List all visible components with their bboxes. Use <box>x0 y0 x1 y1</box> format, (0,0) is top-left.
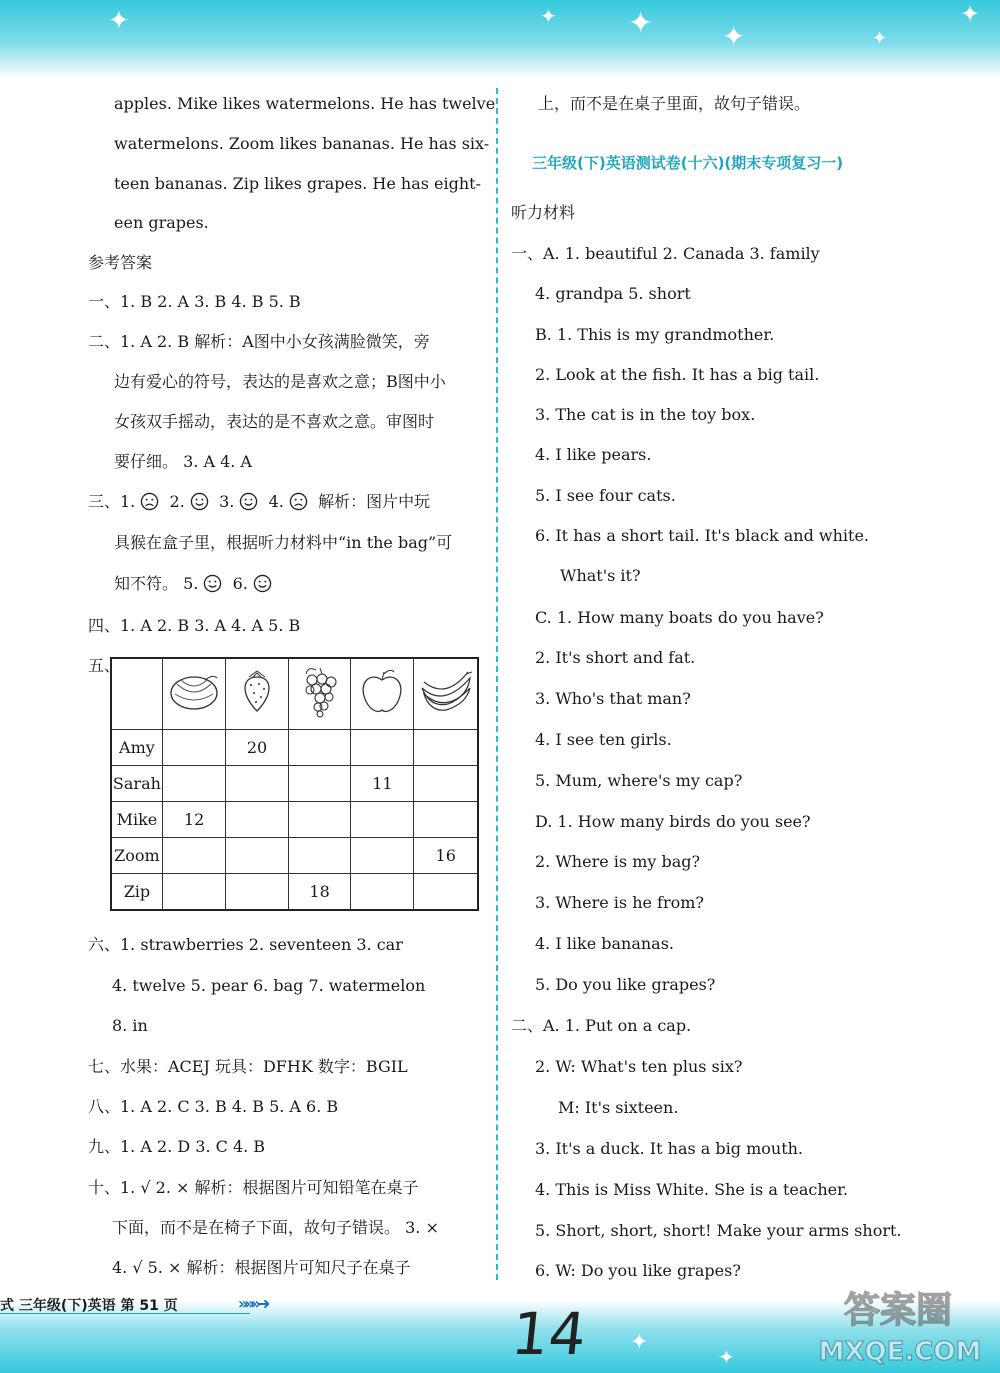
answers-title: 参考答案 <box>88 253 153 272</box>
listening-line: 3. It's a duck. It has a big mouth. <box>535 1139 804 1158</box>
table-row <box>111 730 478 766</box>
listening-line: 2. W: What's ten plus six? <box>535 1057 743 1076</box>
listening-line: What's it? <box>560 566 641 585</box>
answer-q4: 四、1. A 2. B 3. A 4. A 5. B <box>88 616 301 635</box>
top-decorative-band <box>0 0 1000 78</box>
table-cell <box>351 730 414 766</box>
fruit-header-row <box>111 658 478 730</box>
answer-q2-line: 边有爱心的符号，表达的是喜欢之意；B图中小 <box>114 372 446 391</box>
row-name-cell: Sarah <box>111 766 162 802</box>
grapes-icon <box>288 658 351 730</box>
table-row <box>111 838 478 874</box>
table-cell <box>414 766 478 802</box>
table-row <box>111 874 478 911</box>
column-divider <box>496 88 498 1280</box>
happy-face-icon <box>253 574 272 593</box>
q3-number: 3. <box>219 492 235 511</box>
listening-line: 5. Mum, where's my cap? <box>535 771 743 790</box>
table-cell: 12 <box>162 802 225 838</box>
table-cell <box>162 838 225 874</box>
listening-title: 听力材料 <box>511 203 576 222</box>
table-cell <box>288 838 351 874</box>
table-row <box>111 766 478 802</box>
listening-line: 5. Do you like grapes? <box>535 975 716 994</box>
table-cell <box>226 766 289 802</box>
fruit-count-table <box>110 657 479 911</box>
listening-line: 3. Where is he from? <box>535 893 704 912</box>
intro-line: apples. Mike likes watermelons. He has twelve <box>114 94 496 113</box>
table-cell <box>162 874 225 911</box>
table-cell <box>351 838 414 874</box>
banana-icon <box>414 658 478 730</box>
answer-q3-line: 具猴在盒子里，根据听力材料中“in the bag”可 <box>114 533 453 552</box>
listening-line: 2. Where is my bag? <box>535 852 701 871</box>
arrows-icon: »»»➜ <box>238 1294 267 1313</box>
q3-text: 知不符。 5. <box>114 574 199 593</box>
listening-line: 4. I like pears. <box>535 445 652 464</box>
table-cell <box>351 802 414 838</box>
sparkle-icon: ✦ <box>630 1330 649 1355</box>
answer-q2-line: 要仔细。 3. A 4. A <box>114 452 252 471</box>
happy-face-icon <box>239 492 258 511</box>
listening-line: C. 1. How many boats do you have? <box>535 608 824 627</box>
sparkle-icon: ✦ <box>718 1345 735 1369</box>
answer-q2-line: 女孩双手摇动，表达的是不喜欢之意。审图时 <box>114 412 435 431</box>
listening-line: 4. This is Miss White. She is a teacher. <box>535 1180 849 1199</box>
listening-line: 6. W: Do you like grapes? <box>535 1261 741 1280</box>
sad-face-icon <box>289 492 308 511</box>
listening-line: 4. grandpa 5. short <box>535 284 691 303</box>
q3-number: 2. <box>169 492 185 511</box>
row-name-cell: Mike <box>111 802 162 838</box>
row-name-cell: Amy <box>111 730 162 766</box>
sparkle-icon: ✦ <box>722 20 746 53</box>
listening-line: 5. I see four cats. <box>535 486 676 505</box>
table-cell: 11 <box>351 766 414 802</box>
listening-line: 4. I see ten girls. <box>535 730 672 749</box>
q3-analysis: 解析：图片中玩 <box>318 492 431 511</box>
answer-q1: 一、1. B 2. A 3. B 4. B 5. B <box>88 292 301 311</box>
intro-line: teen bananas. Zip likes grapes. He has eight- <box>114 174 482 193</box>
listening-line: M: It's sixteen. <box>558 1098 679 1117</box>
listening-line: B. 1. This is my grandmother. <box>535 325 775 344</box>
watermark-top-text: 答案圈 <box>843 1290 953 1331</box>
table-cell <box>414 730 478 766</box>
answer-q6-line: 8. in <box>112 1016 148 1035</box>
answer-q3-line <box>88 492 430 512</box>
listening-line: 二、A. 1. Put on a cap. <box>511 1016 692 1035</box>
table-cell <box>226 874 289 911</box>
table-corner-cell <box>111 658 162 730</box>
happy-face-icon <box>190 492 209 511</box>
listening-line: 5. Short, short, short! Make your arms short. <box>535 1221 902 1240</box>
answer-q7: 七、水果：ACEJ 玩具：DFHK 数字：BGIL <box>88 1057 408 1076</box>
intro-line: een grapes. <box>114 213 209 232</box>
strawberry-icon <box>226 658 289 730</box>
sparkle-icon: ✦ <box>628 6 654 41</box>
listening-line: 6. It has a short tail. It's black and white. <box>535 526 869 545</box>
answer-q2-line: 二、1. A 2. B 解析：A图中小女孩满脸微笑，旁 <box>88 332 430 351</box>
answer-q3-line <box>114 574 272 594</box>
answer-q6-line: 4. twelve 5. pear 6. bag 7. watermelon <box>112 976 426 995</box>
table-cell <box>288 730 351 766</box>
answer-q10-line: 十、1. √ 2. × 解析：根据图片可知铅笔在桌子 <box>88 1178 419 1197</box>
footer-rule <box>0 1313 250 1314</box>
answer-q9: 九、1. A 2. D 3. C 4. B <box>88 1137 266 1156</box>
sad-face-icon <box>140 492 159 511</box>
table-row <box>111 802 478 838</box>
table-cell <box>226 838 289 874</box>
table-cell: 20 <box>226 730 289 766</box>
listening-line: 4. I like bananas. <box>535 934 675 953</box>
continued-line: 上，而不是在桌子里面，故句子错误。 <box>538 94 811 113</box>
listening-line: 2. It's short and fat. <box>535 648 696 667</box>
test-heading: 三年级(下)英语测试卷(十六)(期末专项复习一) <box>532 154 844 172</box>
answer-q5-label: 五、 <box>88 656 121 675</box>
listening-line: 一、A. 1. beautiful 2. Canada 3. family <box>511 244 820 263</box>
answer-q10-line: 4. √ 5. × 解析：根据图片可知尺子在桌子 <box>112 1258 411 1277</box>
handwritten-page-number: 14 <box>508 1300 590 1368</box>
sparkle-icon: ✦ <box>108 6 130 36</box>
listening-line: 3. The cat is in the toy box. <box>535 405 756 424</box>
listening-line: D. 1. How many birds do you see? <box>535 812 811 831</box>
table-cell: 18 <box>288 874 351 911</box>
answer-q6-line: 六、1. strawberries 2. seventeen 3. car <box>88 935 403 954</box>
q3-prefix: 三、1. <box>88 492 136 511</box>
answer-q8: 八、1. A 2. C 3. B 4. B 5. A 6. B <box>88 1097 339 1116</box>
watermark-bottom-text: MXQE.COM <box>818 1337 982 1367</box>
table-cell <box>162 766 225 802</box>
table-cell <box>351 874 414 911</box>
row-name-cell: Zip <box>111 874 162 911</box>
happy-face-icon <box>203 574 222 593</box>
answer-q10-line: 下面，而不是在椅子下面，故句子错误。 3. × <box>112 1218 439 1237</box>
table-cell <box>288 802 351 838</box>
watermark-logo <box>812 1284 988 1368</box>
listening-line: 2. Look at the fish. It has a big tail. <box>535 365 820 384</box>
apple-icon <box>351 658 414 730</box>
sparkle-icon: ✦ <box>872 28 888 49</box>
table-cell <box>226 802 289 838</box>
q3-number: 4. <box>268 492 284 511</box>
sparkle-icon: ✦ <box>540 4 557 28</box>
listening-line: 3. Who's that man? <box>535 689 691 708</box>
table-cell <box>288 766 351 802</box>
watermelon-icon <box>162 658 225 730</box>
row-name-cell: Zoom <box>111 838 162 874</box>
table-cell: 16 <box>414 838 478 874</box>
table-cell <box>414 874 478 911</box>
sparkle-icon: ✦ <box>960 0 981 28</box>
table-cell <box>162 730 225 766</box>
q3-number: 6. <box>232 574 248 593</box>
table-cell <box>414 802 478 838</box>
page-footer: 式 三年级(下)英语 第 51 页 <box>0 1298 178 1314</box>
intro-line: watermelons. Zoom likes bananas. He has six- <box>114 134 490 153</box>
